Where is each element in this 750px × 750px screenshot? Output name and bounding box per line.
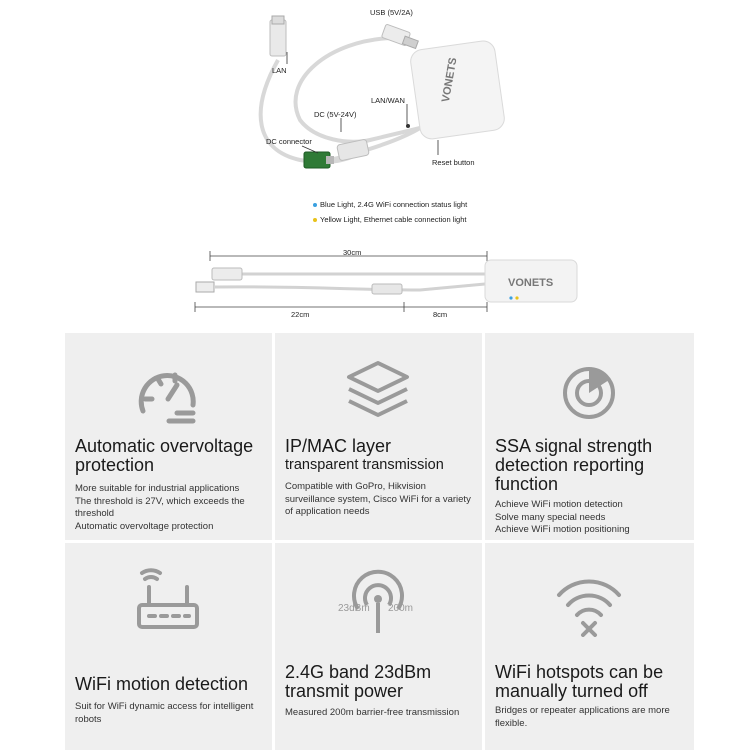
- wifi-off-icon: [485, 565, 694, 637]
- feature-title: 2.4G band 23dBm transmit power: [285, 662, 432, 701]
- legend-yellow: [313, 215, 467, 224]
- feature-title: WiFi motion detection: [75, 674, 249, 694]
- feature-card-power: [275, 543, 482, 750]
- feature-title: SSA signal strength detection reporting function: [495, 436, 653, 494]
- product-diagram: [0, 0, 750, 330]
- feature-description: Suit for WiFi dynamic access for intelligent robots: [75, 701, 254, 725]
- feature-title: IP/MAC layer: [285, 436, 392, 456]
- side-lan-plug: [212, 268, 242, 280]
- router-icon: [65, 565, 272, 637]
- dc-connector-label: DC connector: [266, 137, 312, 146]
- legend-blue-text: Blue Light, 2.4G WiFi connection status light: [320, 200, 468, 209]
- feature-grid: [65, 333, 694, 750]
- legend-yellow-text: Yellow Light, Ethernet cable connection light: [320, 215, 467, 224]
- lan-label: LAN: [272, 66, 287, 75]
- device-body: [409, 39, 506, 140]
- feature-card-transparent: [275, 333, 482, 540]
- feature-description: Measured 200m barrier-free transmission: [285, 707, 460, 718]
- side-dc-barrel: [372, 284, 402, 294]
- legend-blue: [313, 200, 467, 209]
- feature-card-hotspot: [485, 543, 694, 750]
- lan-plug: [270, 20, 286, 56]
- feature-card-ssa: [485, 333, 694, 540]
- tail-length-label: 8cm: [433, 310, 448, 319]
- power-icon-label: 23dBm: [338, 603, 370, 614]
- total-length-label: 30cm: [343, 248, 362, 257]
- side-usb-plug: [196, 282, 214, 292]
- feature-card-overvoltage: [65, 333, 272, 540]
- signal-icon: [275, 565, 482, 637]
- feature-card-motion: [65, 543, 272, 750]
- feature-description: More suitable for industrial applications The threshold is 27V, which exceeds the threshold Automatic overvoltage protection: [75, 483, 245, 532]
- layers-icon: [275, 355, 482, 427]
- reset-button-label: Reset button: [432, 158, 475, 167]
- svg-text:VONETS: VONETS: [439, 56, 460, 104]
- feature-title: WiFi hotspots can be manually turned off: [495, 662, 664, 701]
- usb-cable: [296, 38, 420, 142]
- feature-description: Bridges or repeater applications are more flexible.: [495, 705, 670, 729]
- cable-length-label: 22cm: [291, 310, 310, 319]
- range-icon-label: 200m: [388, 603, 414, 614]
- lan-wan-label: LAN/WAN: [371, 96, 405, 105]
- feature-subtitle: transparent transmission: [285, 457, 444, 473]
- usb-label: USB (5V/2A): [370, 8, 413, 17]
- radar-icon: [485, 355, 694, 427]
- dc-range-label: DC (5V-24V): [314, 110, 357, 119]
- feature-title: Automatic overvoltage protection: [75, 436, 254, 475]
- feature-description: Compatible with GoPro, Hikvision surveillance system, Cisco WiFi for a variety of application needs: [285, 481, 471, 518]
- speedometer-icon: [65, 355, 272, 427]
- svg-text:VONETS: VONETS: [508, 277, 554, 289]
- blue-dot-icon: [313, 203, 317, 207]
- feature-description: Achieve WiFi motion detection Solve many special needs Achieve WiFi motion positioning: [495, 499, 630, 536]
- yellow-dot-icon: [313, 218, 317, 222]
